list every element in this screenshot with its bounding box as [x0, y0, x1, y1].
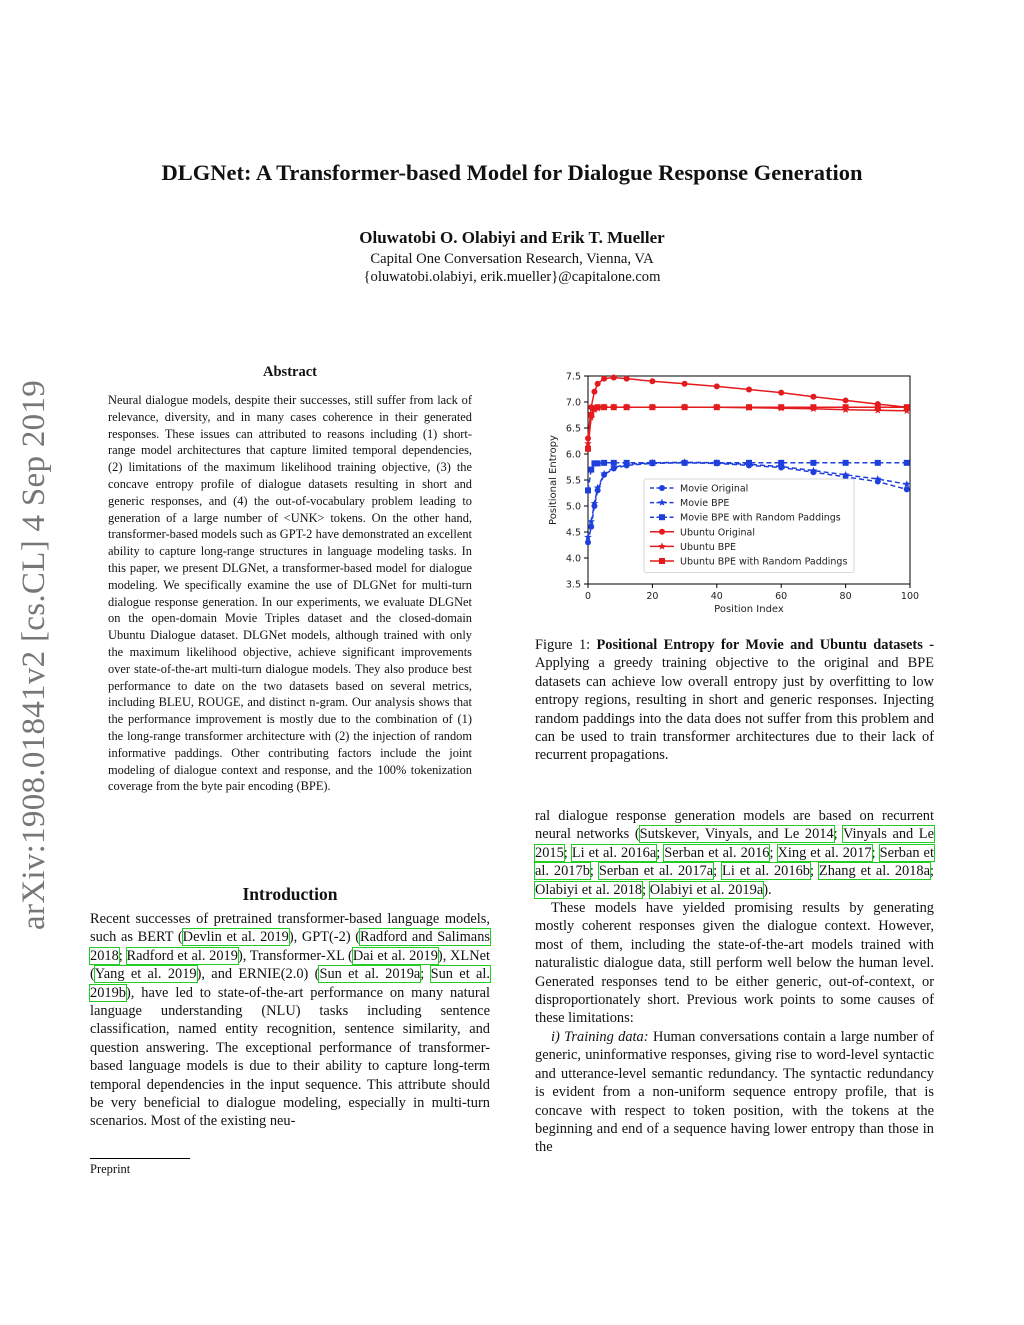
- data-point: [624, 460, 630, 466]
- data-point: [591, 389, 597, 395]
- citation-link[interactable]: Xing et al. 2017: [777, 844, 872, 861]
- x-tick-label: 60: [775, 591, 788, 602]
- legend-marker: [659, 514, 665, 520]
- legend-label: Ubuntu BPE with Random Paddings: [680, 556, 848, 568]
- email: {oluwatobi.olabiyi, erik.mueller}@capitalone.com: [363, 269, 661, 285]
- data-point: [624, 376, 630, 382]
- arxiv-stamp: arXiv:1908.01841v2 [cs.CL] 4 Sep 2019: [16, 379, 52, 930]
- data-point: [778, 460, 784, 466]
- y-tick-label: 5.5: [565, 475, 581, 487]
- data-point: [810, 404, 816, 410]
- introduction-heading: Introduction: [242, 884, 338, 904]
- citation-link[interactable]: Radford et al. 2019: [126, 947, 238, 964]
- legend-marker: [659, 485, 665, 491]
- data-point: [843, 460, 849, 466]
- data-point: [714, 404, 720, 410]
- y-tick-label: 7.0: [565, 397, 581, 409]
- citation-link[interactable]: Serban et al. 2017a: [598, 863, 714, 880]
- data-point: [746, 387, 752, 393]
- data-point: [611, 404, 617, 410]
- abstract-heading: Abstract: [263, 364, 317, 380]
- paragraph: These models have yielded promising results by generating mostly coherent responses given the dialogue context. However, most of them, including the state-of-the-art models trained with naturalistic dialogue data, still perform well below the human level. Generated responses tend to be either generic, out-of-context, or disproportionately short. Previous work points to some causes of these limitations:: [535, 900, 934, 1027]
- data-point: [810, 460, 816, 466]
- citation-link[interactable]: Li et al. 2016a: [571, 844, 657, 861]
- legend-label: Ubuntu BPE: [680, 541, 737, 553]
- footnote-rule: [90, 1158, 190, 1159]
- y-tick-label: 3.5: [565, 579, 581, 591]
- legend-label: Movie BPE with Random Paddings: [680, 512, 841, 524]
- y-tick-label: 6.5: [565, 423, 581, 435]
- x-tick-label: 100: [900, 591, 920, 602]
- data-point: [810, 394, 816, 400]
- citation-link[interactable]: Radford and Salimans 2018: [90, 929, 490, 964]
- series-line: [588, 407, 907, 443]
- y-tick-label: 6.0: [565, 449, 581, 461]
- data-point: [843, 404, 849, 410]
- data-point: [778, 390, 784, 396]
- footnote: Preprint: [90, 1162, 131, 1176]
- data-point: [611, 460, 617, 466]
- positional-entropy-chart: [540, 366, 920, 616]
- series-line: [588, 407, 907, 449]
- citation-link[interactable]: Yang et al. 2019: [94, 966, 197, 983]
- data-point: [682, 404, 688, 410]
- data-point: [875, 460, 881, 466]
- y-tick-label: 5.0: [565, 501, 581, 513]
- legend-marker: [659, 558, 665, 564]
- x-tick-label: 40: [710, 591, 723, 602]
- data-point: [714, 383, 720, 389]
- data-point: [649, 460, 655, 466]
- data-point: [746, 460, 752, 466]
- data-point: [601, 376, 607, 382]
- data-point: [903, 480, 911, 487]
- data-point: [714, 460, 720, 466]
- citation-link[interactable]: Serban et al. 2017b: [535, 844, 934, 880]
- citation-link[interactable]: Vinyals and Le 2015: [535, 826, 934, 861]
- x-tick-label: 20: [646, 591, 659, 602]
- authors: Oluwatobi O. Olabiyi and Erik T. Mueller: [359, 228, 665, 247]
- legend-label: Movie BPE: [680, 498, 730, 510]
- data-point: [601, 404, 607, 410]
- legend-label: Movie Original: [680, 483, 749, 495]
- data-point: [595, 404, 601, 410]
- citation-link[interactable]: Serban et al. 2016: [664, 844, 770, 861]
- data-point: [904, 486, 910, 492]
- data-point: [649, 378, 655, 384]
- data-point: [585, 487, 591, 493]
- paragraph: i) Training data: Human conversations contain a large number of generic, uninformative responses, giving rise to word-level syntactic and utterance-level semantic redundancy. The syntactic redundancy is evident from a non-uniform sequence entropy profile, that is concave with respect to token position, with the tokens at the beginning and end of a sequence having lower entropy than those in the: [535, 1028, 934, 1156]
- data-point: [585, 539, 591, 545]
- data-point: [649, 404, 655, 410]
- citation-link[interactable]: Sun et al. 2019b: [90, 966, 490, 1001]
- y-axis-label: Positional Entropy: [548, 435, 559, 525]
- affiliation-block: [0, 250, 1024, 286]
- y-tick-label: 4.0: [565, 553, 581, 565]
- y-tick-label: 4.5: [565, 527, 581, 539]
- citation-link[interactable]: Dai et al. 2019: [352, 947, 438, 964]
- data-point: [595, 381, 601, 387]
- abstract-text: Neural dialogue models, despite their successes, still suffer from lack of relevance, diversity, and in many cases coherence in their generated responses. These issues can attributed to reasons including (1) short-range model architectures that capture limited temporal dependencies, (2) limitations of the maximum likelihood training objective, (3) the concave entropy profile of dialogue datasets resulting in short and generic responses, and (4) the out-of-vocabulary problem leading to generation of a large number of <UNK> tokens. On the other hand, transformer-based models such as GPT-2 have demonstrated an excellent ability to capture long-range structures in language modeling tasks. In this paper, we present DLGNet, a transformer-based model for dialogue modeling. We specifically examine the use of DLGNet for multi-turn dialogue response generation. In our experiments, we evaluate DLGNet on the open-domain Movie Triples dataset and the closed-domain Ubuntu Dialogue dataset. DLGNet models, although trained with only the maximum likelihood objective, achieve significant improvements over state-of-the-art multi-turn dialogue models. They also produce best performance to date on the two datasets based on several metrics, including BLEU, ROUGE, and distinct n-gram. Our analysis shows that the performance improvement is mostly due to the combination of (1) the long-range transformer architecture with (2) the injection of random informative paddings. Other contributing factors include the joint modeling of dialogue context and response, and the 100% tokenization coverage from the byte pair encoding (BPE).: [108, 393, 472, 794]
- data-point: [601, 460, 607, 466]
- data-point: [746, 404, 752, 410]
- data-point: [682, 460, 688, 466]
- data-point: [843, 397, 849, 403]
- data-point: [595, 460, 601, 466]
- citation-link[interactable]: Sun et al. 2019a: [319, 966, 421, 983]
- citation-link[interactable]: Zhang et al. 2018a: [818, 863, 930, 880]
- data-point: [682, 381, 688, 387]
- data-point: [904, 404, 910, 410]
- legend-marker: [659, 529, 665, 535]
- data-point: [904, 460, 910, 466]
- figure-caption: Figure 1: Positional Entropy for Movie and Ubuntu datasets - Applying a greedy training objective to the original and BPE datasets can achieve low overall entropy just by overfitting to low entropy regions, resulting in short and generic responses. Injecting random paddings into the data does not suffer from this problem and can be used to train transformer architectures due to their lack of recurrent propagations.: [535, 637, 934, 764]
- introduction-text: Recent successes of pretrained transformer-based language models, such as BERT (Devlin et al. 2019), GPT(-2) (Radford and Salimans 2018; Radford et al. 2019), Transformer-XL (Dai et al. 2019), XLNet (Yang et al. 2019), and ERNIE(2.0) (Sun et al. 2019a; Sun et al. 2019b), have led to state-of-the-art performance on many natural language understanding (NLU) tasks including sentence classification, named entity recognition, sentence similarity, and question answering. The exceptional performance of transformer-based language models is due to their ability to capture long-term temporal dependencies in the input sequence. This attribute should be very beneficial to dialogue modeling, especially in multi-turn scenarios. Most of the existing neu-: [90, 911, 490, 1130]
- data-point: [875, 404, 881, 410]
- affiliation: Capital One Conversation Research, Vienna, VA: [370, 251, 654, 267]
- citation-link[interactable]: Olabiyi et al. 2018: [535, 881, 643, 898]
- x-axis-label: Position Index: [714, 604, 784, 615]
- data-point: [624, 404, 630, 410]
- citation-link[interactable]: Olabiyi et al. 2019a: [649, 881, 764, 898]
- x-tick-label: 0: [584, 591, 592, 602]
- data-point: [778, 404, 784, 410]
- data-point: [588, 412, 594, 418]
- y-tick-label: 7.5: [565, 371, 581, 383]
- data-point: [588, 467, 594, 473]
- x-tick-label: 80: [839, 591, 852, 602]
- legend-label: Ubuntu Original: [680, 527, 755, 539]
- paper-title: DLGNet: A Transformer-based Model for Dialogue Response Generation: [161, 160, 863, 185]
- data-point: [585, 446, 591, 452]
- citation-link[interactable]: Li et al. 2016b: [722, 863, 810, 880]
- data-point: [611, 375, 617, 381]
- citation-link[interactable]: Sutskever, Vinyals, and Le 2014: [639, 826, 834, 843]
- citation-link[interactable]: Devlin et al. 2019: [182, 929, 289, 946]
- right-column-text: ral dialogue response generation models are based on recurrent neural networks (Sutskever, Vinyals, and Le 2014; Vinyals and Le 2015; Li et al. 2016a; Serban et al. 2016; Xing et al. 2017; Serban et al. 2017b; Serban et al. 2017a; Li et al. 2016b; Zhang et al. 2018a; Olabiyi et al. 2018; Olabiyi et al. 2019a). These models have yielded promising results by generating mostly coherent responses given the dialogue context. However, most of them, including the state-of-the-art models trained with naturalistic dialogue data, still perform well below the human level. Generated responses tend to be either generic, out-of-context, or disproportionately short. Previous work points to some causes of these limitations: i) Training data: Human conversations contain a large number of generic, uninformative responses, giving rise to word-level syntactic and utterance-level semantic redundancy. The syntactic redundancy is evident from a non-uniform sequence entropy profile, that is concave with respect to token position, with the tokens at the beginning and end of a sequence having lower entropy than those in the: [535, 808, 934, 1156]
